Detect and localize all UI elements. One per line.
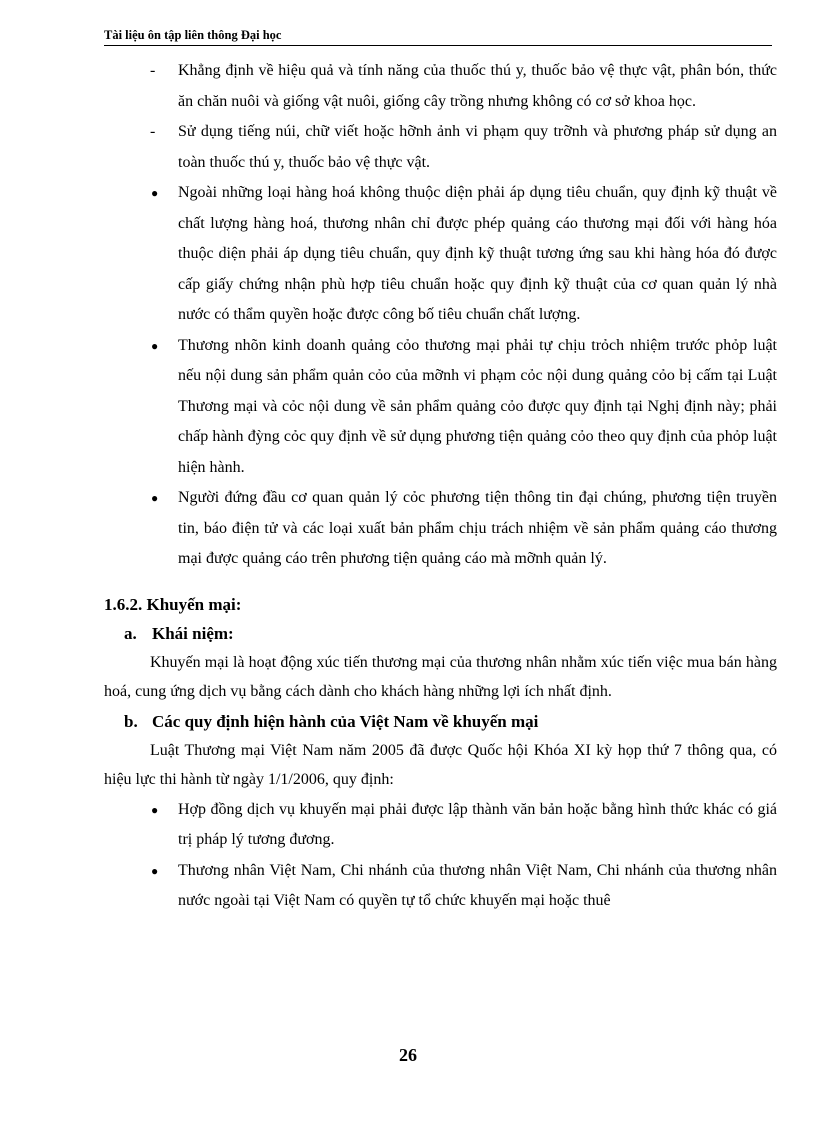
subsection-title: Các quy định hiện hành của Việt Nam về khuyến mại	[152, 711, 539, 731]
bullet-icon: ●	[151, 863, 159, 878]
bullet-item-text: Hợp đồng dịch vụ khuyến mại phải được lập thành văn bản hoặc bằng hình thức khác có giá trị pháp lý tương đương.	[178, 800, 777, 848]
bullet-item-text: Ngoài những loại hàng hoá không thuộc diện phải áp dụng tiêu chuẩn, quy định kỹ thuật về chất lượng hàng hoá, thương nhân chỉ được phép quảng cáo thương mại đối với hàng hóa thuộc diện phải áp dụng tiêu chuẩn, quy định kỹ thuật tương ứng sau khi hàng hóa đó được cấp giấy chứng nhận phù hợp tiêu chuẩn hoặc quy định kỹ thuật của cơ quan quản lý nhà nước có thẩm quyền hoặc được công bố tiêu chuẩn chất lượng.	[178, 184, 777, 323]
bullet-item-text: Người đứng đầu cơ quan quản lý cỏc phương tiện thông tin đại chúng, phương tiện truyền tin, báo điện tử và các loại xuất bản phẩm chịu trách nhiệm về sản phẩm quảng cáo thương mại được quảng cáo trên phương tiện quảng cáo mà mỡnh quản lý.	[178, 489, 777, 567]
bullet-icon: ●	[151, 491, 159, 505]
bullet-icon: ●	[151, 802, 159, 817]
header-title: Tài liệu ôn tập liên thông Đại học	[104, 28, 282, 42]
running-header	[104, 26, 772, 46]
bullet-list-item	[104, 178, 777, 331]
page-number: 26	[399, 1045, 417, 1065]
bullet-list-item	[104, 795, 777, 856]
dash-item-text: Khẳng định về hiệu quả và tính năng của thuốc thú y, thuốc bảo vệ thực vật, phân bón, thức ăn chăn nuôi và giống vật nuôi, giống cây trồng nhưng không có cơ sở khoa học.	[178, 62, 777, 110]
dash-item-text: Sử dụng tiếng núi, chữ viết hoặc hỡnh ảnh vi phạm quy trỡnh và phương pháp sử dụng an toàn thuốc thú y, thuốc bảo vệ thực vật.	[178, 123, 777, 171]
section-heading: 1.6.2. Khuyến mại:	[104, 594, 242, 614]
dash-marker: -	[150, 62, 156, 79]
bullet-item-text: Thương nhõn kinh doanh quảng cỏo thương mại phải tự chịu trỏch nhiệm trước phỏp luật nếu nội dung sản phẩm quản cỏo của mỡnh vi phạm cỏc nội dung quảng cỏo bị cấm tại Luật Thương mại và cỏc nội dung về sản phẩm quảng cỏo được quy định tại Nghị định này; phải chấp hành đỳng cỏc quy định về sử dụng phương tiện quảng cỏo theo quy định của phỏp luật hiện hành.	[178, 336, 777, 476]
bullet-item-text: Thương nhân Việt Nam, Chi nhánh của thương nhân Việt Nam, Chi nhánh của thương nhân nước ngoài tại Việt Nam có quyền tự tổ chức khuyến mại hoặc thuê	[178, 861, 777, 909]
subsection-letter: b.	[124, 711, 138, 731]
bullet-list-item	[104, 331, 777, 484]
bullet-icon: ●	[151, 338, 159, 353]
subsection-heading-b	[104, 707, 777, 736]
bullet-list-item	[104, 856, 777, 917]
dash-list-item	[104, 117, 777, 178]
subsection-title: Khái niệm:	[152, 623, 234, 643]
paragraph: Khuyến mại là hoạt động xúc tiến thương mại của thương nhân nhằm xúc tiến việc mua bán hàng hoá, cung ứng dịch vụ bằng cách dành cho khách hàng những lợi ích nhất định.	[104, 653, 777, 700]
bullet-icon: ●	[151, 186, 159, 200]
page-body	[104, 56, 777, 917]
subsection-heading-a	[104, 619, 777, 648]
paragraph: Luật Thương mại Việt Nam năm 2005 đã được Quốc hội Khóa XI kỳ họp thứ 7 thông qua, có hiệu lực thi hành từ ngày 1/1/2006, quy định:	[104, 741, 777, 788]
dash-list-item	[104, 56, 777, 117]
bullet-list-item	[104, 483, 777, 575]
subsection-letter: a.	[124, 623, 137, 643]
dash-marker: -	[150, 123, 156, 140]
